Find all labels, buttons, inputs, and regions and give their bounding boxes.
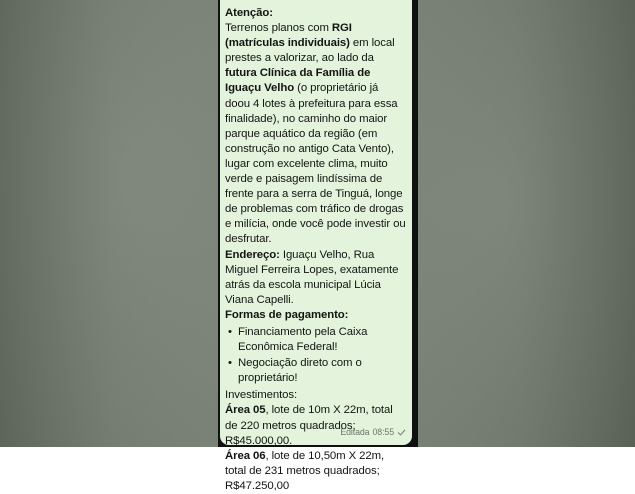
list-item	[225, 325, 406, 355]
bullet-icon: •	[228, 325, 232, 338]
intro-paragraph	[225, 21, 406, 247]
payment-item-2: Negociação direto com o proprietário!	[238, 357, 362, 385]
address-paragraph	[225, 248, 406, 308]
rgi-highlight: RGI (matrículas individuais)	[225, 22, 352, 50]
phone-screen	[218, 0, 418, 492]
edited-label: Editada	[340, 426, 370, 437]
clinic-highlight: futura Clínica da Família de Iguaçu Velho	[225, 67, 371, 95]
address-label: Endereço:	[225, 248, 280, 261]
message-bubble[interactable]	[220, 0, 412, 492]
area-06-paragraph	[225, 449, 406, 494]
area-06-label: Área 06	[225, 449, 266, 462]
blurred-background-left	[0, 0, 218, 447]
intro-text-3: (o proprietário já doou 4 lotes à prefeitura para essa finalidade), no caminho do maior parque aquático da região (em construção no antigo Cata Vento), lugar com excelente clima, muito verde e paisagem lindíssima de frente para a serra de Tinguá, longe de problemas com tráfico de drogas e milícia, onde você pode investir ou desfrutar.	[225, 82, 406, 246]
area-06-text: , lote de 10,50m X 22m, total de 231 metros quadrados;	[225, 449, 385, 477]
blurred-background-right	[417, 0, 635, 447]
intro-text-1: Terrenos planos com	[225, 22, 332, 35]
single-check-icon	[397, 428, 406, 437]
list-item	[225, 356, 406, 386]
bullet-icon: •	[228, 357, 232, 370]
area-05-label: Área 05	[225, 404, 266, 417]
payment-list	[225, 325, 406, 386]
area-05-text: , lote de 10m X 22m, total de 220 metros quadrados;	[225, 404, 393, 432]
attention-heading: Atenção:	[225, 7, 273, 19]
payment-heading: Formas de pagamento:	[225, 308, 349, 321]
investments-heading: Investimentos:	[225, 389, 298, 402]
area-05-price: R$45.000,00.	[225, 434, 293, 447]
area-06-price: R$47.250,00	[225, 479, 290, 492]
payment-item-1: Financiamento pela Caixa Econômica Federal!	[238, 325, 368, 354]
address-text: Iguaçu Velho, Rua Miguel Ferreira Lopes, exatamente atrás da escola municipal Lúcia Viana Capelli.	[225, 248, 399, 306]
intro-text-2: em local prestes a valorizar, ao lado da	[225, 37, 395, 65]
message-meta	[340, 425, 406, 440]
message-time: 08:55	[372, 426, 394, 437]
